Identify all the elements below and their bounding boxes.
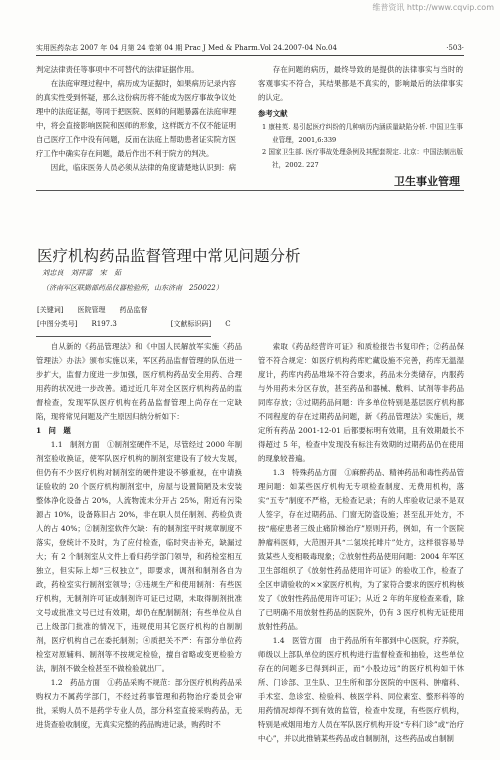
prev-article-left-column	[36, 63, 236, 173]
article-title: 医疗机构药品监督管理中常见问题分析	[37, 247, 301, 265]
body-left-column	[36, 340, 242, 758]
paragraph: 因此，临床医务人员必须从法律的角度请楚地认识到：病	[50, 163, 236, 172]
keywords-line	[37, 304, 147, 316]
paragraph: 存在问题的病历，最终导致的是提供的法律事实与当时的客观事实不符合，其结果都是不真实的，影响最后的法律事实的认定。	[258, 65, 463, 102]
watermark: 维普资讯 http://www.cqvip.com	[372, 3, 494, 12]
keywords: 医院管理 药品监督	[77, 306, 148, 314]
body-right-column	[258, 340, 464, 758]
prev-article-right-column	[258, 63, 463, 173]
clc-label: [中图分类号]	[37, 320, 78, 328]
reference-item: 1 康桂英. 易引起医疗纠纷的几种病历内涵质量缺陷分析. 中国卫生事业管理，2001,6:339	[262, 123, 463, 144]
references-heading: 参考文献	[258, 109, 288, 118]
paragraph: 索取《药品经营许可证》和质检报告书复印件；②药品保管不符合规定：如医疗机构药库贮藏设施不完善，药库无温湿度计，药库内药品堆垛不符合要求，药品未分类储存，内服药与外用药未分区存放，甚至药品和器械、敷料、试剂等非药品同库存放；③过期药品问题：许多单位特别是基层医疗机构都不同程度的存在过期药品问题，新《药品管理法》实施后，规定所有药品 2001-12-01 后都要标明有效期，且有效期最长不得超过 5 年，检查中发现没有标注有效期的过期药品仍在使用的现象较普遍。	[258, 342, 464, 463]
article-authors: 刘忠良 刘祥富 宋 茹	[42, 268, 122, 277]
paragraph: 判定法律责任等事项中不可替代的法律证据作用。	[36, 65, 199, 74]
article-affiliation: （济南军区联勤部药品仪器检验所，山东济南 250022）	[42, 284, 223, 292]
section-heading: 1 问 题	[36, 426, 71, 435]
journal-info: 实用医药杂志 2007 年 04 月第 24 卷第 04 期 Prac J Med & Pharm.Vol 24.2007-04 No.04	[36, 44, 337, 52]
doc-code-label: [文献标识码]	[170, 320, 212, 328]
keywords-label: [关键词]	[37, 306, 64, 314]
paragraph: 在法庭审理过程中，病历成为证据时，如果病历记录内容的真实性受到怀疑，那么这份病历将不能成为医疗事故争议处理中的法庭证据，等同于把医院、医师的问题暴露在法庭审理中，将会直接影响医院和医师的形象，这样既方不仅不能证明自己医疗工作中没有问题，反而在法庭上帮助患者证实院方医疗工作中确实存在问题，最后作出不利于院方的判决。	[36, 79, 236, 158]
section-divider	[36, 190, 464, 191]
page-number: ·503·	[446, 44, 464, 52]
reference-item: 2 国家卫生部. 医疗事故处理条例及其配套规定. 北京：中国法制出版社，2002. 227	[262, 148, 463, 169]
paragraph: 自从新的《药品管理法》和《中国人民解放军实施〈药品管理法〉办法》颁布实施以来，军区药品监督管理的队伍进一步扩大，监督力度进一步加强，医疗机构药品安全用药、合理用药的状况进一步改善。通过近几年对全区医疗机构药品的监督检查，发现军队医疗机构在药品监督管理上尚存在一定缺陷，现将常见问题及产生原因归纳分析如下：	[36, 342, 242, 421]
section-column-label: 卫生事业管理	[394, 175, 460, 188]
clc-code: R197.3	[91, 320, 117, 328]
doc-code: C	[225, 320, 231, 328]
paragraph: 1.2 药品方面 ①药品采购不规范：部分医疗机构药品采购权力不属药学部门，不经过药事管理和药物治疗委员会审批，采购人员不是药学专业人员，部分科室直接采购药品，无进货查验收制度，无真实完整的药品购进记录，购药时不	[36, 678, 242, 729]
paragraph: 1.1 制剂方面 ①制剂室硬件不足，尽管经过 2000 年制剂室验收换证，使军队医疗机构的制剂室建设有了较大发展，但仍有不少医疗机构对制剂室的硬件建设不够重视，在中请换证验收的 20 个医疗机构制剂室中，房屋与设置简陋及未安装整体净化设备占 20%，人流物流未分开占 25%，附近有污染源占 10%，设备陈旧占 20%，非在职人员任制剂、药检负责人的占 40%；②制剂室软件欠缺：有的制剂室平时规章制度不落实，登统计不及时，为了应付检查，临时突击补充，缺漏过大；有 2 个制剂室从文件上看归药学部门领导，和药检室相互独立，但实际上却“三权独立”，即要求，调剂和制剂各自为政，药检室实行制剂室领导；③违规生产和使用制剂：有些医疗机构，无制剂许可证或制剂许可证已过期，未取得制剂批准文号或批准文号已过有效期，却仍在配制制剂；有些单位从自己上级部门批准的情况下，违规使用其它医疗机构的自制制剂，医疗机构自己在委托制剂；④质把关不严：有部分单位药检室对原辅料、制剂等不按规定检验，擅自省略或变更检验方法，制剂不做全检甚至不做检验就出厂。	[36, 440, 242, 673]
meta-divider	[36, 336, 211, 337]
paragraph: 1.4 医管方面 由于药品所有年都到中心医院，疗养院，师级以上部队单位的医疗机构进行监督检查和抽验，这些单位存在的问题多已得到纠正，而“小股边远”的医疗机构如干休所、门诊部、卫生队、卫生所和部分医院的中医科、肿瘤科、手术室、急诊室、检验科、核医学科、同位素室、整形科等的用药情况却得不到有效的监管，检查中发现，有些医疗机构，特别是戒烟用地方人员在军队医疗机构开设“专科门诊”或“治疗中心”，并以此推销某些药品或自制制剂，这些药品或自制制	[258, 636, 464, 743]
running-header	[36, 42, 464, 56]
classification-line	[37, 318, 231, 330]
paragraph: 1.3 特殊药品方面 ①麻醉药品、精神药品和毒性药品管理问题：如某些医疗机构无专项检查制度、无费用机构，落实“五专”制度不严格，无检查记录；有的人库验收记录不是双人签字，存在过期药品、门窗无防盗设施；甚至乱开处方，不按“癌症患者三级止痛阶梯治疗”原则开药，例如，有一个医院肿瘤科医师，大范围开具“二氢埃托啡片”处方，这样很容易导致某些人变相吸毒现象；②放射性药品使用问题：2004 年军区卫生部组织了《放射性药品使用许可证》的验收工作，检查了全区申请验收的××家医疗机构，为了家符合要求的医疗机构核发了《放射性药品使用许可证》；从近 2 年的年度检查来看，除了已明确不用放射性药品的医院外，仍有 3 医疗机构无证使用放射性药品。	[258, 468, 464, 631]
